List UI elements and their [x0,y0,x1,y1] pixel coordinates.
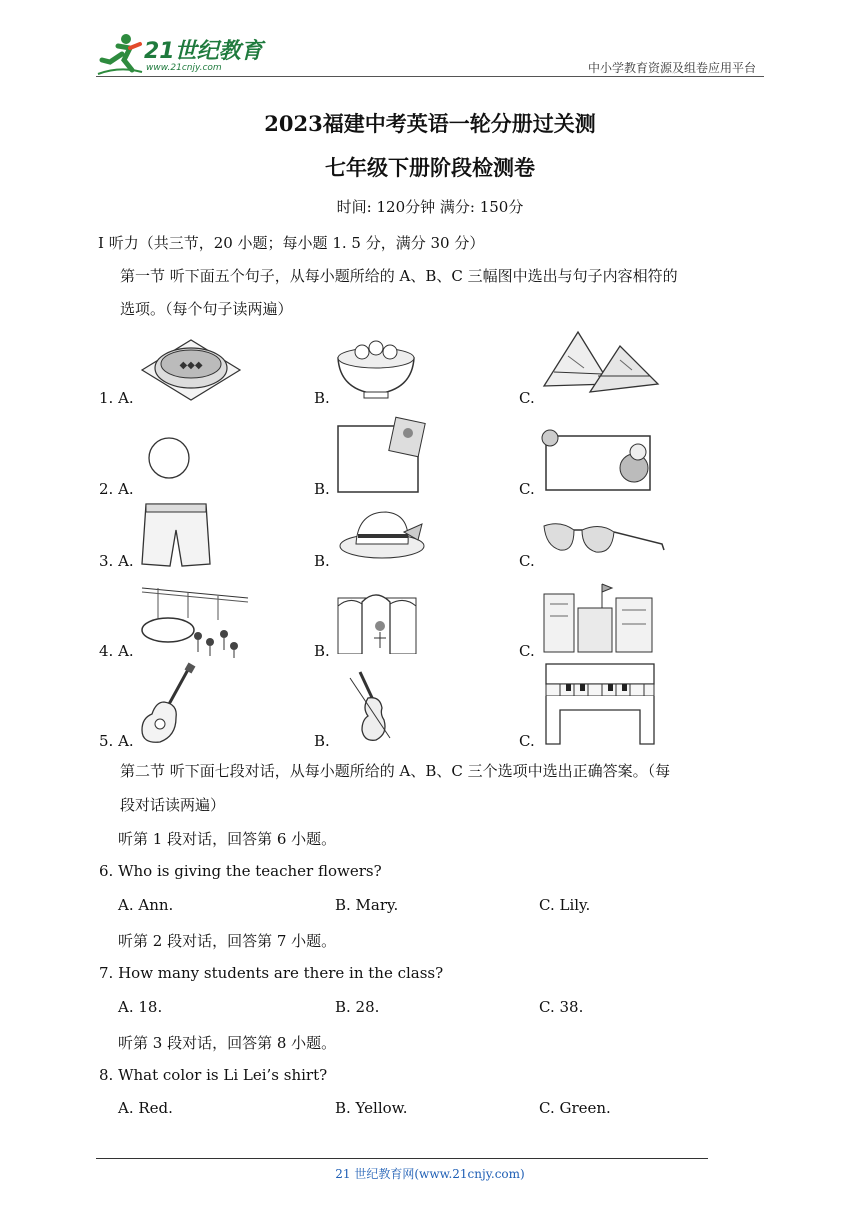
option-c: C. Lily. [539,896,591,914]
footer-divider [96,1158,708,1159]
time-info: 时间: 120分钟 满分: 150分 [336,198,524,216]
q3-c-label: C. [519,552,535,570]
guitar-icon [138,662,202,746]
mooncake-icon [138,336,244,404]
question-text: 6. Who is giving the teacher flowers? [99,862,382,880]
q3-label: 3. A. [99,552,134,570]
svg-text:◆◆◆: ◆◆◆ [179,360,203,371]
part1-instruction-line1: 第一节 听下面五个句子，从每小题所给的 A、B、C 三幅图中选出与句子内容相符的 [120,267,678,285]
q4-label: 4. A. [99,642,134,660]
school-gate-icon [336,582,418,654]
site-logo [96,30,266,82]
option-b: B. Yellow. [335,1099,408,1117]
part1-instruction-line2: 选项。（每个句子读两遍） [120,300,293,318]
option-a: A. 18. [118,998,163,1016]
q1-c-label: C. [519,389,535,407]
q5-c-label: C. [519,732,535,750]
playground-scene-icon [138,578,252,658]
part2-instruction-line2: 段对话读两遍） [120,796,226,814]
question-text: 7. How many students are there in the class? [99,964,444,982]
dumpling-bowl-icon [334,328,418,402]
q4-c-label: C. [519,642,535,660]
hat-icon [338,506,430,560]
page-title: 2023福建中考英语一轮分册过关测 [264,111,596,136]
circle-shape-icon [146,435,192,481]
dialog-intro: 听第 2 段对话，回答第 7 小题。 [118,932,337,950]
section-heading: I 听力（共三节，20 小题；每小题 1. 5 分，满分 30 分） [98,234,485,252]
question-text: 8. What color is Li Lei’s shirt? [99,1066,328,1084]
option-a: A. Ann. [118,896,174,914]
cartoon-frame-icon [538,428,656,496]
dialog-intro: 听第 3 段对话，回答第 8 小题。 [118,1034,337,1052]
zongzi-icon [540,326,664,400]
part2-instruction-line1: 第二节 听下面七段对话，从每小题所给的 A、B、C 三个选项中选出正确答案。（每 [120,762,671,780]
q1-b-label: B. [314,389,330,407]
option-c: C. Green. [539,1099,611,1117]
logo-text: 21世纪教育 [144,39,263,64]
q4-b-label: B. [314,642,330,660]
logo-url: www.21cnjy.com [146,63,222,73]
option-b: B. Mary. [335,896,399,914]
dialog-intro: 听第 1 段对话，回答第 6 小题。 [118,830,337,848]
violin-icon [346,668,394,744]
piano-icon [540,660,660,748]
q2-c-label: C. [519,480,535,498]
header-divider [96,76,764,77]
q2-b-label: B. [314,480,330,498]
sunglasses-icon [540,514,668,564]
q5-b-label: B. [314,732,330,750]
q2-label: 2. A. [99,480,134,498]
footer-link[interactable]: 21 世纪教育网(www.21cnjy.com) [335,1167,525,1181]
school-buildings-icon [540,580,656,656]
option-b: B. 28. [335,998,380,1016]
q3-b-label: B. [314,552,330,570]
option-c: C. 38. [539,998,584,1016]
frame-with-photo-icon [334,416,428,496]
header-slogan: 中小学教育资源及组卷应用平台 [587,61,756,75]
page-subtitle: 七年级下册阶段检测卷 [325,155,535,180]
runner-logo-icon [96,32,144,78]
q1-label: 1. A. [99,389,134,407]
option-a: A. Red. [118,1099,173,1117]
shorts-icon [138,500,214,570]
q5-label: 5. A. [99,732,134,750]
